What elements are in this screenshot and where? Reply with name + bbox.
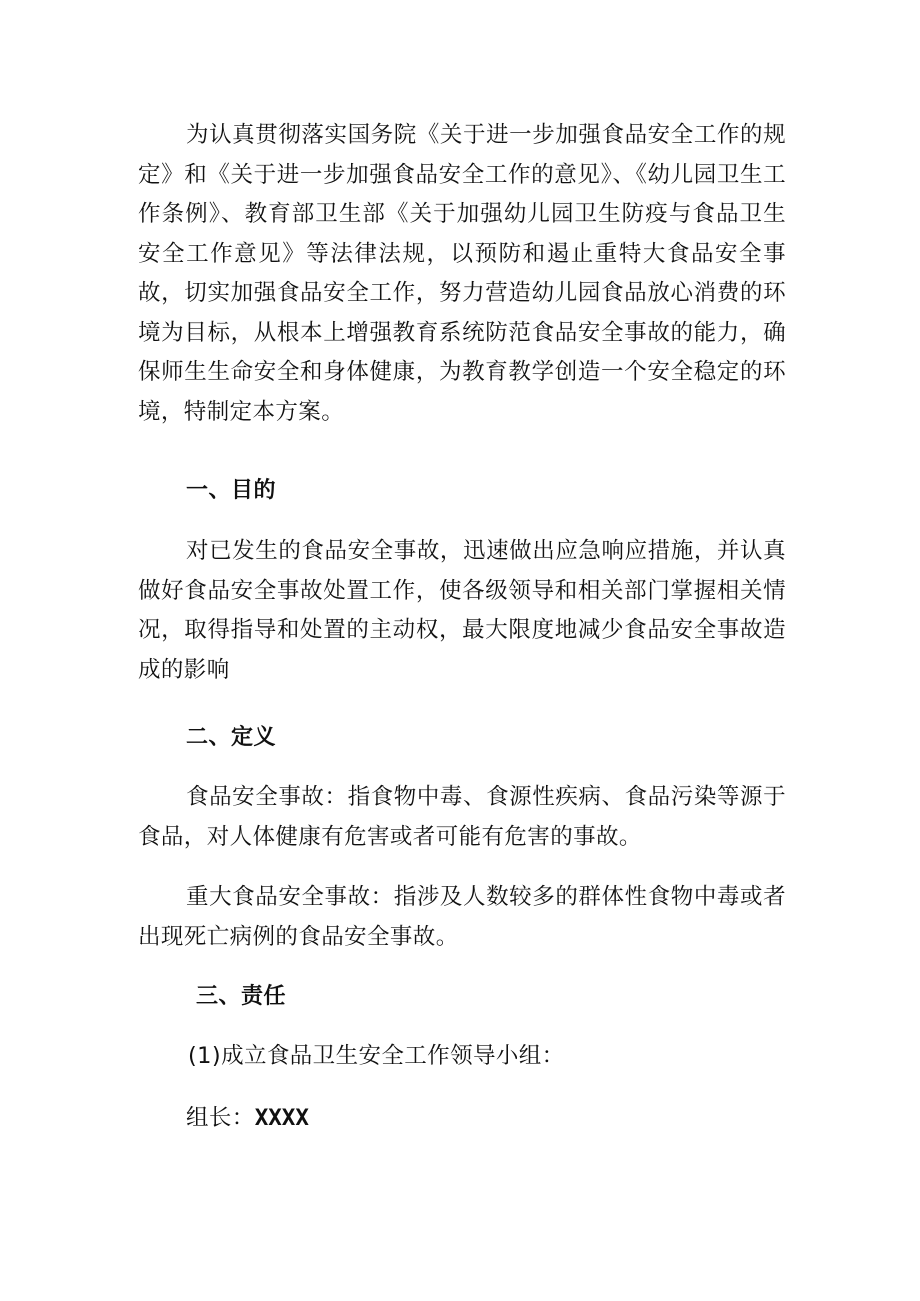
section-heading-responsibility: 三、责任 [196, 984, 287, 1009]
definition-major-incident: 重大食品安全事故：指涉及人数较多的群体性食物中毒或者出现死亡病例的食品安全事故。 [138, 884, 786, 950]
section-heading-definition: 二、定义 [186, 725, 277, 750]
purpose-paragraph: 对已发生的食品安全事故，迅速做出应急响应措施，并认真做好食品安全事故处置工作，使各级领导和相关部门掌握相关情况，取得指导和处置的主动权，最大限度地减少食品安全事故造成的影响 [138, 538, 786, 683]
intro-paragraph: 为认真贯彻落实国务院《关于进一步加强食品安全工作的规定》和《关于进一步加强食品安全工作的意见》、《幼儿园卫生工作条例》、教育部卫生部《关于加强幼儿园卫生防疫与食品卫生安全工作意见》等法律法规，以预防和遏止重特大食品安全事故，切实加强食品安全工作，努力营造幼儿园食品放心消费的环境为目标，从根本上增强教育系统防范食品安全事故的能力，确保师生生命安全和身体健康，为教育教学创造一个安全稳定的环境，特制定本方案。 [138, 122, 786, 425]
group-leader-line [186, 1103, 309, 1133]
group-leader-value: XXXX [254, 1105, 309, 1131]
section-heading-purpose: 一、目的 [186, 478, 277, 503]
definition-food-safety-incident: 食品安全事故：指食物中毒、食源性疾病、食品污染等源于食品，对人体健康有危害或者可能有危害的事故。 [138, 784, 786, 850]
group-leader-label: 组长： [186, 1105, 255, 1131]
responsibility-item-1: (1)成立食品卫生安全工作领导小组： [188, 1043, 565, 1069]
